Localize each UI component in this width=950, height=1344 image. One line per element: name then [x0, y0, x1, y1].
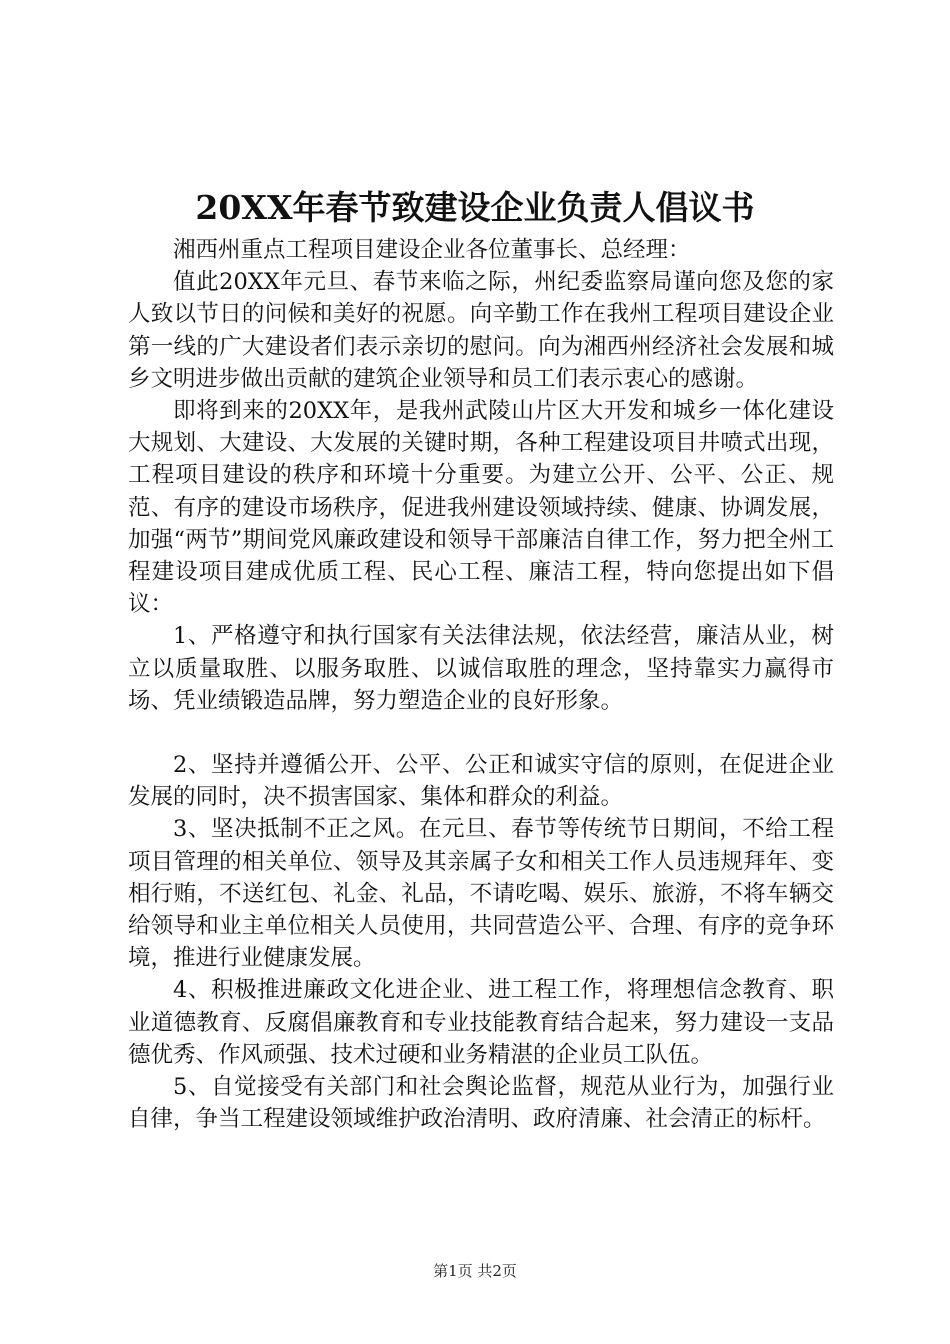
salutation: 湘西州重点工程项目建设企业各位董事长、总经理：: [173, 237, 691, 263]
paragraph-proposal-5: 5、自觉接受有关部门和社会舆论监督，规范从业行为，加强行业自律，争当工程建设领域维护政治清明、政府清廉、社会清正的标杆。: [128, 1074, 834, 1133]
page-footer: 第1页 共2页: [433, 1262, 517, 1280]
document-body: [128, 234, 834, 1135]
paragraph-background: 即将到来的20XX年，是我州武陵山片区大开发和城乡一体化建设大规划、大建设、大发展的关键时期，各种工程建设项目井喷式出现，工程项目建设的秩序和环境十分重要。为建立公开、公平、公正、规范、有序的建设市场秩序，促进我州建设领域持续、健康、协调发展，加强“两节”期间党风廉政建设和领导干部廉洁自律工作，努力把全州工程建设项目建成优质工程、民心工程、廉洁工程，特向您提出如下倡议：: [128, 398, 834, 618]
paragraph-gap: [128, 717, 834, 749]
paragraph-greeting: 值此20XX年元旦、春节来临之际，州纪委监察局谨向您及您的家人致以节日的问候和美好的祝愿。向辛勤工作在我州工程项目建设企业第一线的广大建设者们表示亲切的慰问。向为湘西州经济社会发展和城乡文明进步做出贡献的建筑企业领导和员工们表示衷心的感谢。: [128, 269, 834, 392]
paragraph-proposal-4: 4、积极推进廉政文化进企业、进工程工作，将理想信念教育、职业道德教育、反腐倡廉教育和专业技能教育结合起来，努力建设一支品德优秀、作风顽强、技术过硬和业务精湛的企业员工队伍。: [128, 977, 834, 1068]
document-title: 20XX年春节致建设企业负责人倡议书: [195, 188, 755, 227]
paragraph-proposal-3: 3、坚决抵制不正之风。在元旦、春节等传统节日期间，不给工程项目管理的相关单位、领导及其亲属子女和相关工作人员违规拜年、变相行贿，不送红包、礼金、礼品，不请吃喝、娱乐、旅游，不将车辆交给领导和业主单位相关人员使用，共同营造公平、合理、有序的竞争环境，推进行业健康发展。: [128, 816, 834, 972]
paragraph-proposal-2: 2、坚持并遵循公开、公平、公正和诚实守信的原则，在促进企业发展的同时，决不损害国家、集体和群众的利益。: [128, 752, 834, 811]
paragraph-proposal-1: 1、严格遵守和执行国家有关法律法规，依法经营，廉洁从业，树立以质量取胜、以服务取胜、以诚信取胜的理念，坚持靠实力赢得市场、凭业绩锻造品牌，努力塑造企业的良好形象。: [128, 623, 834, 714]
